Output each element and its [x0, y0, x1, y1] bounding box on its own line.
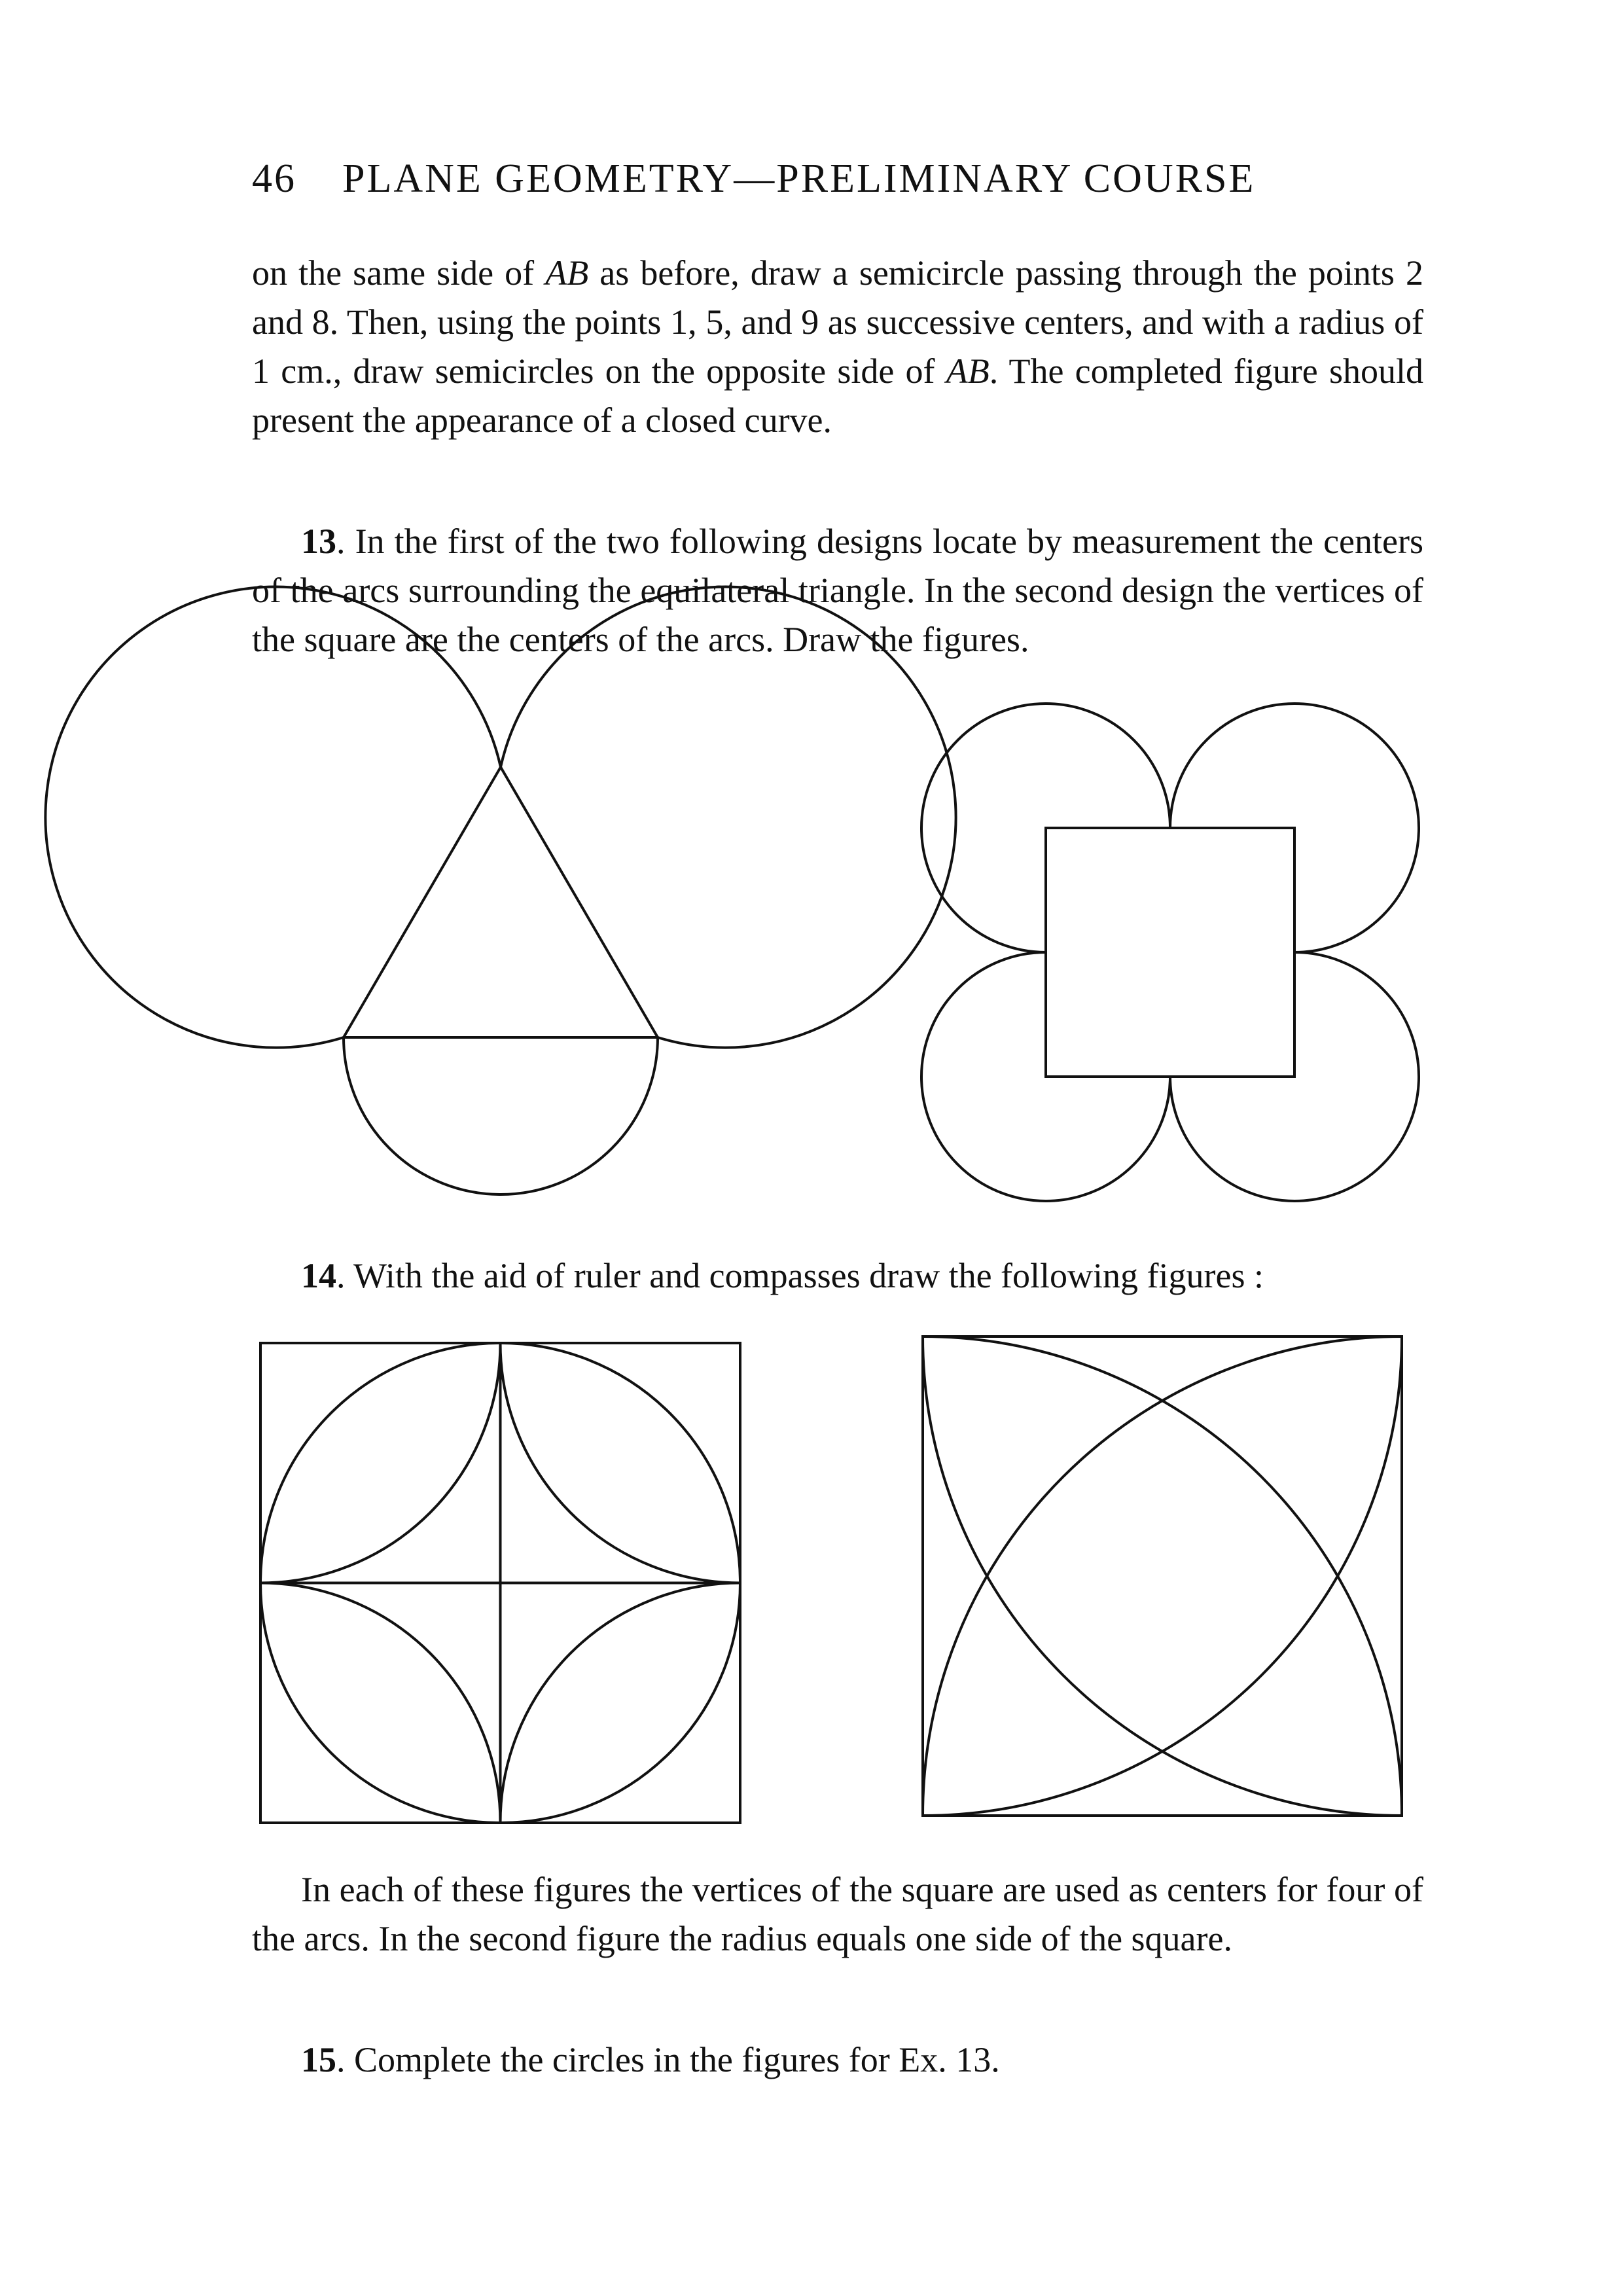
figures-note-paragraph [252, 1865, 1423, 1964]
arc-center-top-right [923, 1336, 1402, 1816]
arc-center-top-left [923, 1336, 1402, 1816]
exercise-15-number: 15 [301, 2040, 336, 2079]
exercise-15-text: . Complete the circles in the figures for Ex. 13. [336, 2040, 1000, 2079]
continuation-paragraph: on the same side of AB as before, draw a semicircle passing through the points 2 and 8. Then, using the points 1, 5, and 9 as successive centers, and with a radius of 1 cm., draw semicircles on the opposite side of AB. The completed figure should present the appearance of a closed curve. [252, 253, 1423, 440]
exercise-15-paragraph [252, 2036, 1423, 2085]
page-number: 46 [252, 156, 296, 201]
exercise-14-number: 14 [301, 1256, 336, 1295]
arc-center-bottom-right [923, 1336, 1402, 1816]
arc-center-bottom-left [923, 1336, 1402, 1816]
quarter-arcs-drawing [923, 1336, 1402, 1816]
variable-ab: AB [946, 351, 990, 391]
exercise-13-number: 13 [301, 522, 336, 561]
running-title: PLANE GEOMETRY—PRELIMINARY COURSE [342, 156, 1256, 201]
outer-square [923, 1336, 1402, 1816]
figures-note-text: In each of these figures the vertices of the square are used as centers for four of the arcs. In the second figure the radius equals one side of the square. [252, 1870, 1423, 1958]
variable-ab: AB [545, 253, 589, 293]
exercise-14-text: . With the aid of ruler and compasses draw the following figures : [336, 1256, 1264, 1295]
exercise-13-text: . In the first of the two following designs locate by measurement the centers of the arcs surrounding the equilateral triangle. In the second design the vertices of the square are the centers of the arcs. Draw the figures. [252, 522, 1423, 659]
